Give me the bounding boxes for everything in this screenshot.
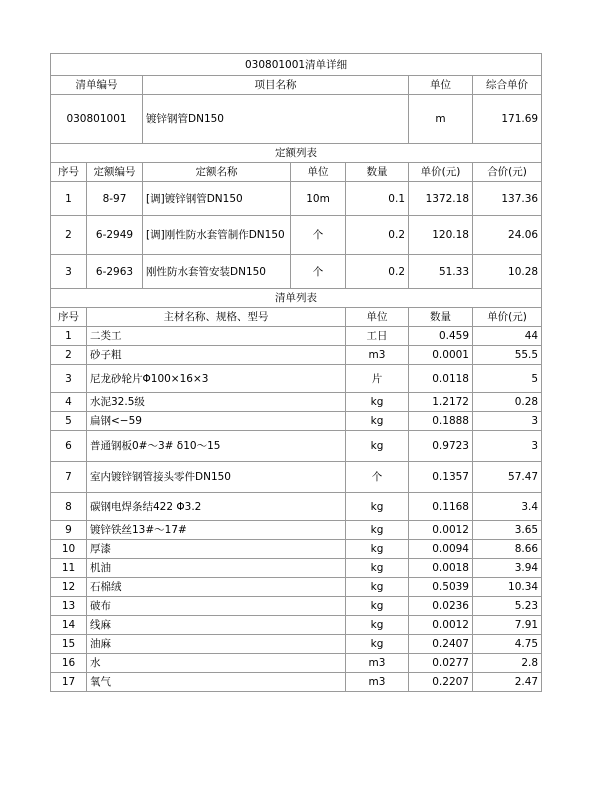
material-name: 室内镀锌钢管接头零件DN150 bbox=[87, 462, 346, 493]
quota-code: 6-2949 bbox=[87, 216, 143, 255]
item-name: 镀锌钢管DN150 bbox=[143, 95, 409, 144]
material-unit: kg bbox=[346, 431, 409, 462]
table-row bbox=[51, 462, 542, 493]
row-no: 1 bbox=[51, 327, 87, 346]
material-price: 3 bbox=[473, 431, 542, 462]
material-price: 10.34 bbox=[473, 578, 542, 597]
material-qty: 0.0012 bbox=[409, 616, 473, 635]
quota-qty: 0.2 bbox=[346, 216, 409, 255]
row-no: 8 bbox=[51, 493, 87, 521]
material-name: 线麻 bbox=[87, 616, 346, 635]
quota-code: 6-2963 bbox=[87, 255, 143, 289]
price-header: 综合单价 bbox=[473, 76, 542, 95]
table-row bbox=[51, 578, 542, 597]
material-unit: kg bbox=[346, 521, 409, 540]
material-name: 破布 bbox=[87, 597, 346, 616]
column-header: 合价(元) bbox=[473, 163, 542, 182]
material-price: 3.94 bbox=[473, 559, 542, 578]
material-section-title: 清单列表 bbox=[51, 289, 542, 308]
page-title: 030801001清单详细 bbox=[51, 54, 542, 76]
quota-price: 51.33 bbox=[409, 255, 473, 289]
table-row bbox=[51, 635, 542, 654]
table-row bbox=[51, 616, 542, 635]
material-qty: 1.2172 bbox=[409, 393, 473, 412]
table-row bbox=[51, 431, 542, 462]
material-unit: m3 bbox=[346, 673, 409, 692]
material-unit: kg bbox=[346, 412, 409, 431]
column-header: 数量 bbox=[409, 308, 473, 327]
material-name: 石棉绒 bbox=[87, 578, 346, 597]
material-price: 5 bbox=[473, 365, 542, 393]
quota-unit: 个 bbox=[291, 255, 346, 289]
material-price: 44 bbox=[473, 327, 542, 346]
table-row bbox=[51, 412, 542, 431]
material-qty: 0.0012 bbox=[409, 521, 473, 540]
unit-header: 单位 bbox=[409, 76, 473, 95]
column-header: 主材名称、规格、型号 bbox=[87, 308, 346, 327]
name-header: 项目名称 bbox=[143, 76, 409, 95]
row-no: 7 bbox=[51, 462, 87, 493]
row-no: 11 bbox=[51, 559, 87, 578]
row-no: 2 bbox=[51, 346, 87, 365]
material-unit: 片 bbox=[346, 365, 409, 393]
row-no: 2 bbox=[51, 216, 87, 255]
material-qty: 0.0277 bbox=[409, 654, 473, 673]
column-header: 序号 bbox=[51, 163, 87, 182]
table-row bbox=[51, 255, 542, 289]
quota-name: [调]镀锌钢管DN150 bbox=[143, 182, 291, 216]
table-row bbox=[51, 182, 542, 216]
material-name: 机油 bbox=[87, 559, 346, 578]
quota-qty: 0.1 bbox=[346, 182, 409, 216]
quota-qty: 0.2 bbox=[346, 255, 409, 289]
material-price: 7.91 bbox=[473, 616, 542, 635]
material-price: 2.8 bbox=[473, 654, 542, 673]
material-name: 镀锌铁丝13#～17# bbox=[87, 521, 346, 540]
material-price: 0.28 bbox=[473, 393, 542, 412]
material-price: 3.65 bbox=[473, 521, 542, 540]
material-unit: kg bbox=[346, 493, 409, 521]
column-header: 序号 bbox=[51, 308, 87, 327]
row-no: 1 bbox=[51, 182, 87, 216]
quota-unit: 个 bbox=[291, 216, 346, 255]
material-price: 5.23 bbox=[473, 597, 542, 616]
material-unit: kg bbox=[346, 559, 409, 578]
material-qty: 0.0118 bbox=[409, 365, 473, 393]
material-name: 普通钢板0#～3# δ10～15 bbox=[87, 431, 346, 462]
material-qty: 0.1888 bbox=[409, 412, 473, 431]
bill-detail-table bbox=[50, 53, 542, 692]
material-qty: 0.459 bbox=[409, 327, 473, 346]
quota-unit: 10m bbox=[291, 182, 346, 216]
material-qty: 0.0094 bbox=[409, 540, 473, 559]
material-qty: 0.2407 bbox=[409, 635, 473, 654]
table-row bbox=[51, 673, 542, 692]
material-price: 55.5 bbox=[473, 346, 542, 365]
row-no: 4 bbox=[51, 393, 87, 412]
table-row bbox=[51, 559, 542, 578]
table-row bbox=[51, 216, 542, 255]
material-qty: 0.1357 bbox=[409, 462, 473, 493]
material-unit: kg bbox=[346, 393, 409, 412]
material-name: 碳钢电焊条结422 Φ3.2 bbox=[87, 493, 346, 521]
material-name: 砂子粗 bbox=[87, 346, 346, 365]
material-qty: 0.2207 bbox=[409, 673, 473, 692]
row-no: 3 bbox=[51, 255, 87, 289]
row-no: 10 bbox=[51, 540, 87, 559]
row-no: 6 bbox=[51, 431, 87, 462]
material-qty: 0.5039 bbox=[409, 578, 473, 597]
table-row bbox=[51, 540, 542, 559]
material-name: 油麻 bbox=[87, 635, 346, 654]
column-header: 单价(元) bbox=[409, 163, 473, 182]
material-unit: kg bbox=[346, 597, 409, 616]
material-unit: m3 bbox=[346, 346, 409, 365]
table-row bbox=[51, 493, 542, 521]
material-name: 水 bbox=[87, 654, 346, 673]
material-unit: 工日 bbox=[346, 327, 409, 346]
column-header: 定额名称 bbox=[143, 163, 291, 182]
item-code: 030801001 bbox=[51, 95, 143, 144]
material-name: 水泥32.5级 bbox=[87, 393, 346, 412]
material-unit: kg bbox=[346, 578, 409, 597]
quota-price: 1372.18 bbox=[409, 182, 473, 216]
table-row bbox=[51, 597, 542, 616]
material-name: 厚漆 bbox=[87, 540, 346, 559]
quota-section-title: 定额列表 bbox=[51, 144, 542, 163]
row-no: 14 bbox=[51, 616, 87, 635]
material-unit: kg bbox=[346, 540, 409, 559]
table-row bbox=[51, 521, 542, 540]
material-name: 尼龙砂轮片Φ100×16×3 bbox=[87, 365, 346, 393]
column-header: 数量 bbox=[346, 163, 409, 182]
row-no: 17 bbox=[51, 673, 87, 692]
quota-name: [调]刚性防水套管制作DN150 bbox=[143, 216, 291, 255]
material-name: 二类工 bbox=[87, 327, 346, 346]
material-price: 4.75 bbox=[473, 635, 542, 654]
row-no: 13 bbox=[51, 597, 87, 616]
table-row bbox=[51, 393, 542, 412]
row-no: 3 bbox=[51, 365, 87, 393]
row-no: 12 bbox=[51, 578, 87, 597]
table-row bbox=[51, 654, 542, 673]
row-no: 15 bbox=[51, 635, 87, 654]
column-header: 单位 bbox=[291, 163, 346, 182]
material-qty: 0.0236 bbox=[409, 597, 473, 616]
table-row bbox=[51, 327, 542, 346]
quota-total: 137.36 bbox=[473, 182, 542, 216]
quota-code: 8-97 bbox=[87, 182, 143, 216]
material-qty: 0.9723 bbox=[409, 431, 473, 462]
column-header: 单价(元) bbox=[473, 308, 542, 327]
quota-total: 10.28 bbox=[473, 255, 542, 289]
material-unit: 个 bbox=[346, 462, 409, 493]
column-header: 定额编号 bbox=[87, 163, 143, 182]
item-unit: m bbox=[409, 95, 473, 144]
material-unit: kg bbox=[346, 635, 409, 654]
material-qty: 0.1168 bbox=[409, 493, 473, 521]
material-name: 扁钢<−59 bbox=[87, 412, 346, 431]
row-no: 16 bbox=[51, 654, 87, 673]
material-price: 3 bbox=[473, 412, 542, 431]
column-header: 单位 bbox=[346, 308, 409, 327]
material-qty: 0.0001 bbox=[409, 346, 473, 365]
table-row bbox=[51, 365, 542, 393]
quota-name: 刚性防水套管安装DN150 bbox=[143, 255, 291, 289]
item-price: 171.69 bbox=[473, 95, 542, 144]
quota-price: 120.18 bbox=[409, 216, 473, 255]
row-no: 9 bbox=[51, 521, 87, 540]
material-price: 8.66 bbox=[473, 540, 542, 559]
quota-total: 24.06 bbox=[473, 216, 542, 255]
material-price: 57.47 bbox=[473, 462, 542, 493]
material-price: 3.4 bbox=[473, 493, 542, 521]
code-header: 清单编号 bbox=[51, 76, 143, 95]
material-price: 2.47 bbox=[473, 673, 542, 692]
material-qty: 0.0018 bbox=[409, 559, 473, 578]
material-name: 氧气 bbox=[87, 673, 346, 692]
material-unit: m3 bbox=[346, 654, 409, 673]
row-no: 5 bbox=[51, 412, 87, 431]
table-row bbox=[51, 346, 542, 365]
material-unit: kg bbox=[346, 616, 409, 635]
